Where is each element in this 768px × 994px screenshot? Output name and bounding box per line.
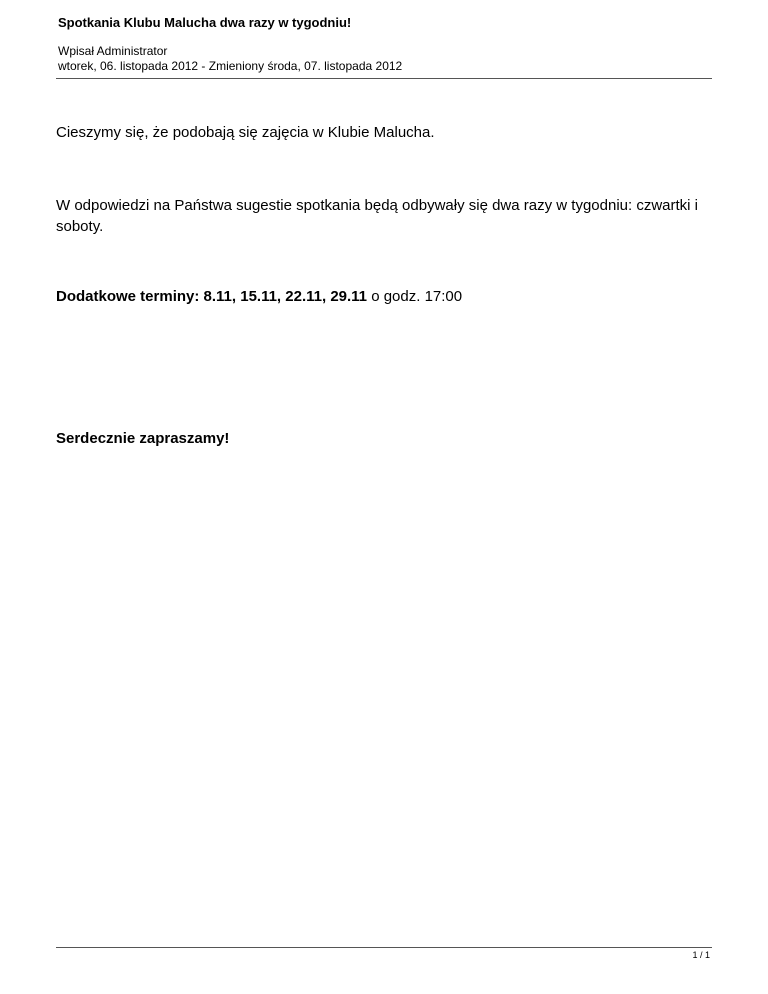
meeting-time: o godz. 17:00 xyxy=(367,288,463,305)
paragraph-dates xyxy=(56,286,716,307)
footer-divider xyxy=(56,947,712,948)
header-divider xyxy=(56,78,712,79)
author-line: Wpisał Administrator xyxy=(58,44,168,58)
paragraph-intro: Cieszymy się, że podobają się zajęcia w Klubie Malucha. xyxy=(56,124,435,141)
page-number: 1 / 1 xyxy=(692,950,710,960)
closing-invitation: Serdecznie zapraszamy! xyxy=(56,430,230,447)
article-title: Spotkania Klubu Malucha dwa razy w tygodniu! xyxy=(58,15,352,30)
article-header xyxy=(58,14,712,74)
additional-dates-label: Dodatkowe terminy: 8.11, 15.11, 22.11, 29.11 xyxy=(56,288,368,305)
paragraph-schedule: W odpowiedzi na Państwa sugestie spotkania będą odbywały się dwa razy w tygodniu: czwartki i soboty. xyxy=(56,197,698,235)
date-line: wtorek, 06. listopada 2012 - Zmieniony środa, 07. listopada 2012 xyxy=(58,59,403,73)
